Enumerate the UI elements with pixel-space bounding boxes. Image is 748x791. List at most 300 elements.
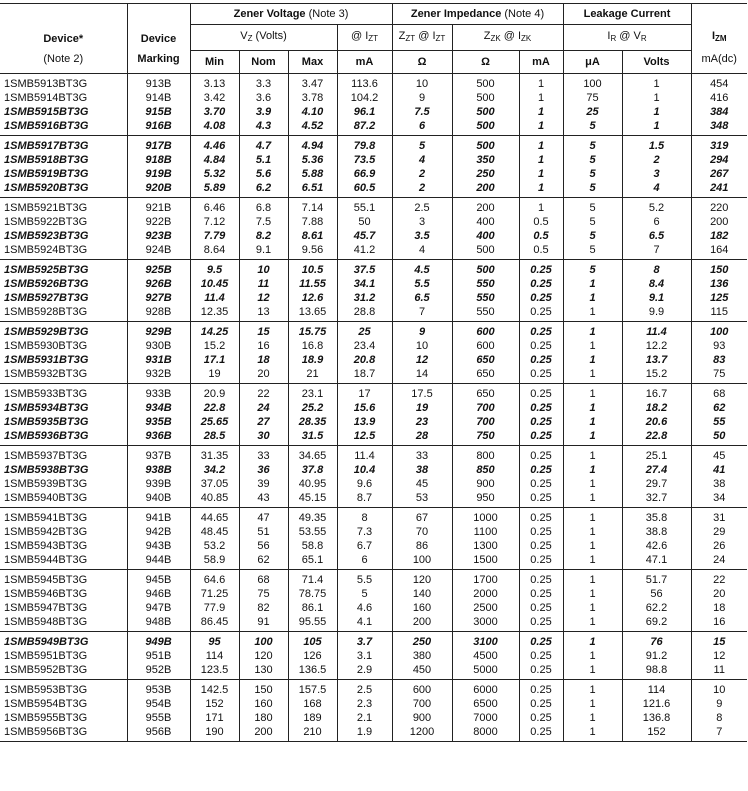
marking-cell: 918B — [127, 153, 190, 167]
table-row — [0, 649, 747, 663]
zzt-cell: 70 — [392, 525, 452, 539]
izk-cell: 0.25 — [519, 539, 563, 553]
vz-nom-cell: 27 — [239, 415, 288, 429]
vr-cell: 18.2 — [622, 401, 691, 415]
vz-nom-cell: 6.2 — [239, 181, 288, 198]
izm-cell: 75 — [691, 367, 747, 384]
vz-nom-cell: 43 — [239, 491, 288, 508]
vz-min-cell: 71.25 — [190, 587, 239, 601]
ir-cell: 5 — [563, 215, 622, 229]
marking-cell: 932B — [127, 367, 190, 384]
vz-min-cell: 44.65 — [190, 508, 239, 526]
vz-max-cell: 8.61 — [288, 229, 337, 243]
table-row — [0, 615, 747, 632]
izk-cell: 0.25 — [519, 339, 563, 353]
izt-unit-header: mA — [337, 51, 392, 74]
ir-cell: 5 — [563, 181, 622, 198]
izk-cell: 0.25 — [519, 353, 563, 367]
izt-cell: 73.5 — [337, 153, 392, 167]
ir-cell: 1 — [563, 649, 622, 663]
device-cell: 1SMB5931BT3G — [0, 353, 127, 367]
marking-cell: 931B — [127, 353, 190, 367]
max-unit-header: Max — [288, 51, 337, 74]
izk-cell: 0.25 — [519, 384, 563, 402]
vz-min-cell: 86.45 — [190, 615, 239, 632]
izk-cell: 0.25 — [519, 508, 563, 526]
zzt-cell: 53 — [392, 491, 452, 508]
zzt-cell: 700 — [392, 697, 452, 711]
ir-cell: 5 — [563, 136, 622, 154]
vz-unit: (Volts) — [252, 30, 287, 42]
zzk-cell: 600 — [452, 339, 519, 353]
izt-cell: 60.5 — [337, 181, 392, 198]
vz-subscript: Z — [247, 34, 253, 43]
device-cell: 1SMB5952BT3G — [0, 663, 127, 680]
vz-max-cell: 25.2 — [288, 401, 337, 415]
izt-cell: 18.7 — [337, 367, 392, 384]
izm-cell: 164 — [691, 243, 747, 260]
table-row — [0, 153, 747, 167]
izm-column-header — [691, 4, 747, 74]
device-cell: 1SMB5946BT3G — [0, 587, 127, 601]
izk-cell: 0.25 — [519, 401, 563, 415]
vz-nom-cell: 22 — [239, 384, 288, 402]
vz-nom-cell: 16 — [239, 339, 288, 353]
zzt-cell: 7.5 — [392, 105, 452, 119]
zzt-at: @ I — [415, 30, 436, 42]
zzk-cell: 1700 — [452, 570, 519, 588]
izt-cell: 9.6 — [337, 477, 392, 491]
table-row — [0, 725, 747, 742]
ir-cell: 1 — [563, 415, 622, 429]
izm-cell: 10 — [691, 680, 747, 698]
vz-min-cell: 4.46 — [190, 136, 239, 154]
marking-cell: 943B — [127, 539, 190, 553]
vz-min-cell: 53.2 — [190, 539, 239, 553]
device-cell: 1SMB5919BT3G — [0, 167, 127, 181]
izm-cell: 26 — [691, 539, 747, 553]
vz-nom-cell: 200 — [239, 725, 288, 742]
vz-min-cell: 58.9 — [190, 553, 239, 570]
zzk-cell: 550 — [452, 305, 519, 322]
zzk-cell: 650 — [452, 353, 519, 367]
izk-cell: 0.25 — [519, 415, 563, 429]
device-cell: 1SMB5914BT3G — [0, 91, 127, 105]
zzk-cell: 400 — [452, 215, 519, 229]
table-row — [0, 587, 747, 601]
izt-cell: 7.3 — [337, 525, 392, 539]
izm-cell: 454 — [691, 74, 747, 92]
izm-cell: 15 — [691, 632, 747, 650]
vz-nom-cell: 5.6 — [239, 167, 288, 181]
izt-cell: 87.2 — [337, 119, 392, 136]
zzt-cell: 14 — [392, 367, 452, 384]
vz-nom-cell: 91 — [239, 615, 288, 632]
marking-cell: 913B — [127, 74, 190, 92]
table-row — [0, 119, 747, 136]
zzt-cell: 3 — [392, 215, 452, 229]
izt-cell: 50 — [337, 215, 392, 229]
izk-cell: 0.25 — [519, 711, 563, 725]
ir-cell: 5 — [563, 119, 622, 136]
izt-cell: 15.6 — [337, 401, 392, 415]
table-row — [0, 91, 747, 105]
zzt-cell: 10 — [392, 339, 452, 353]
ir-at-subscript: R — [640, 34, 647, 43]
izm-cell: 34 — [691, 491, 747, 508]
marking-cell: 949B — [127, 632, 190, 650]
table-row — [0, 136, 747, 154]
zzk-cell: 200 — [452, 198, 519, 216]
device-cell: 1SMB5949BT3G — [0, 632, 127, 650]
marking-cell: 922B — [127, 215, 190, 229]
marking-header-line1: Device — [140, 33, 177, 45]
vz-min-cell: 3.42 — [190, 91, 239, 105]
izt-cell: 12.5 — [337, 429, 392, 446]
table-row — [0, 339, 747, 353]
izt-cell: 1.9 — [337, 725, 392, 742]
vz-min-cell: 14.25 — [190, 322, 239, 340]
izt-cell: 28.8 — [337, 305, 392, 322]
table-row — [0, 215, 747, 229]
vz-nom-cell: 8.2 — [239, 229, 288, 243]
zzk-cell: 1100 — [452, 525, 519, 539]
izt-cell: 41.2 — [337, 243, 392, 260]
zzk-cell: 650 — [452, 367, 519, 384]
izm-cell: 348 — [691, 119, 747, 136]
table-row — [0, 305, 747, 322]
zzt-cell: 17.5 — [392, 384, 452, 402]
vr-cell: 1.5 — [622, 136, 691, 154]
izk-cell: 1 — [519, 198, 563, 216]
zzt-cell: 4 — [392, 153, 452, 167]
device-cell: 1SMB5954BT3G — [0, 697, 127, 711]
device-cell: 1SMB5925BT3G — [0, 260, 127, 278]
zzk-cell: 3100 — [452, 632, 519, 650]
device-column-header — [0, 4, 127, 74]
marking-cell: 951B — [127, 649, 190, 663]
ir-cell: 1 — [563, 429, 622, 446]
ir-cell: 5 — [563, 153, 622, 167]
marking-cell: 940B — [127, 491, 190, 508]
izk-cell: 0.25 — [519, 477, 563, 491]
marking-cell: 946B — [127, 587, 190, 601]
izm-cell: 7 — [691, 725, 747, 742]
vz-nom-cell: 47 — [239, 508, 288, 526]
izk-cell: 0.25 — [519, 491, 563, 508]
vz-min-cell: 48.45 — [190, 525, 239, 539]
izm-cell: 55 — [691, 415, 747, 429]
marking-cell: 914B — [127, 91, 190, 105]
vz-max-cell: 15.75 — [288, 322, 337, 340]
vz-nom-cell: 7.5 — [239, 215, 288, 229]
izm-cell: 62 — [691, 401, 747, 415]
zzt-cell: 4.5 — [392, 260, 452, 278]
izk-cell: 1 — [519, 136, 563, 154]
device-cell: 1SMB5953BT3G — [0, 680, 127, 698]
ir-cell: 1 — [563, 539, 622, 553]
vr-cell: 6 — [622, 215, 691, 229]
izm-cell: 31 — [691, 508, 747, 526]
izk-cell: 0.25 — [519, 525, 563, 539]
vz-min-cell: 34.2 — [190, 463, 239, 477]
vz-nom-cell: 24 — [239, 401, 288, 415]
vz-min-cell: 12.35 — [190, 305, 239, 322]
zzt-cell: 23 — [392, 415, 452, 429]
izt-cell: 8 — [337, 508, 392, 526]
zzt-cell: 1200 — [392, 725, 452, 742]
vz-max-cell: 3.78 — [288, 91, 337, 105]
izt-cell: 3.1 — [337, 649, 392, 663]
vr-cell: 9.9 — [622, 305, 691, 322]
izk-cell: 0.25 — [519, 725, 563, 742]
vr-cell: 136.8 — [622, 711, 691, 725]
zzt-cell: 67 — [392, 508, 452, 526]
table-row — [0, 601, 747, 615]
ir-cell: 1 — [563, 353, 622, 367]
vz-nom-cell: 5.1 — [239, 153, 288, 167]
marking-cell: 947B — [127, 601, 190, 615]
zzt-cell: 2.5 — [392, 198, 452, 216]
zzt-cell: 19 — [392, 401, 452, 415]
izm-cell: 93 — [691, 339, 747, 353]
vz-nom-cell: 130 — [239, 663, 288, 680]
vz-nom-cell: 180 — [239, 711, 288, 725]
vz-min-cell: 4.84 — [190, 153, 239, 167]
marking-cell: 955B — [127, 711, 190, 725]
table-row — [0, 477, 747, 491]
ir-cell: 1 — [563, 570, 622, 588]
izm-cell: 12 — [691, 649, 747, 663]
marking-cell: 928B — [127, 305, 190, 322]
ir-cell: 25 — [563, 105, 622, 119]
zzk-at-subscript: ZK — [521, 34, 532, 43]
vz-nom-cell: 62 — [239, 553, 288, 570]
device-cell: 1SMB5943BT3G — [0, 539, 127, 553]
vz-max-cell: 5.88 — [288, 167, 337, 181]
vr-cell: 47.1 — [622, 553, 691, 570]
ir-cell: 1 — [563, 525, 622, 539]
marking-cell: 916B — [127, 119, 190, 136]
vz-min-cell: 64.6 — [190, 570, 239, 588]
device-cell: 1SMB5920BT3G — [0, 181, 127, 198]
izk-cell: 0.5 — [519, 215, 563, 229]
vz-min-cell: 22.8 — [190, 401, 239, 415]
izk-cell: 0.5 — [519, 229, 563, 243]
vr-cell: 15.2 — [622, 367, 691, 384]
izk-cell: 0.25 — [519, 615, 563, 632]
device-cell: 1SMB5913BT3G — [0, 74, 127, 92]
marking-column-header — [127, 4, 190, 74]
vz-max-cell: 78.75 — [288, 587, 337, 601]
vz-max-cell: 34.65 — [288, 446, 337, 464]
izk-cell: 0.25 — [519, 367, 563, 384]
device-header-note: (Note 2) — [43, 53, 84, 65]
marking-cell: 925B — [127, 260, 190, 278]
marking-cell: 953B — [127, 680, 190, 698]
izt-cell: 37.5 — [337, 260, 392, 278]
izk-cell: 0.25 — [519, 260, 563, 278]
vr-cell: 51.7 — [622, 570, 691, 588]
izm-cell: 20 — [691, 587, 747, 601]
zzk-cell: 500 — [452, 105, 519, 119]
device-cell: 1SMB5927BT3G — [0, 291, 127, 305]
leakage-current-label: Leakage Current — [583, 8, 671, 20]
vz-min-cell: 25.65 — [190, 415, 239, 429]
zzk-cell: 950 — [452, 491, 519, 508]
zzk-cell: 500 — [452, 243, 519, 260]
zzt-subscript: ZT — [405, 34, 416, 43]
izm-cell: 16 — [691, 615, 747, 632]
vz-nom-cell: 82 — [239, 601, 288, 615]
vz-nom-cell: 4.3 — [239, 119, 288, 136]
device-cell: 1SMB5932BT3G — [0, 367, 127, 384]
at-izt-header — [337, 25, 392, 51]
zzt-at-subscript: ZT — [435, 34, 446, 43]
marking-cell: 937B — [127, 446, 190, 464]
vz-min-cell: 20.9 — [190, 384, 239, 402]
vr-cell: 62.2 — [622, 601, 691, 615]
marking-cell: 919B — [127, 167, 190, 181]
vz-max-cell: 4.94 — [288, 136, 337, 154]
vz-max-cell: 9.56 — [288, 243, 337, 260]
ir-cell: 1 — [563, 553, 622, 570]
table-row — [0, 401, 747, 415]
zzk-cell: 550 — [452, 277, 519, 291]
vr-cell: 42.6 — [622, 539, 691, 553]
vz-max-cell: 45.15 — [288, 491, 337, 508]
izm-cell: 115 — [691, 305, 747, 322]
device-cell: 1SMB5921BT3G — [0, 198, 127, 216]
izm-symbol: I — [711, 30, 715, 42]
marking-cell: 924B — [127, 243, 190, 260]
izk-cell: 0.25 — [519, 680, 563, 698]
marking-cell: 921B — [127, 198, 190, 216]
zzk-symbol: Z — [483, 30, 491, 42]
zzt-cell: 2 — [392, 181, 452, 198]
vz-max-cell: 95.55 — [288, 615, 337, 632]
vr-cell: 91.2 — [622, 649, 691, 663]
vr-cell: 29.7 — [622, 477, 691, 491]
device-cell: 1SMB5922BT3G — [0, 215, 127, 229]
device-cell: 1SMB5955BT3G — [0, 711, 127, 725]
vz-max-cell: 3.47 — [288, 74, 337, 92]
device-cell: 1SMB5938BT3G — [0, 463, 127, 477]
table-row — [0, 429, 747, 446]
table-row — [0, 525, 747, 539]
zzk-cell: 600 — [452, 322, 519, 340]
ir-unit-header: μA — [563, 51, 622, 74]
vz-max-cell: 7.14 — [288, 198, 337, 216]
marking-cell: 929B — [127, 322, 190, 340]
izk-cell: 0.25 — [519, 429, 563, 446]
zzt-cell: 120 — [392, 570, 452, 588]
marking-cell: 915B — [127, 105, 190, 119]
vr-cell: 6.5 — [622, 229, 691, 243]
izm-cell: 220 — [691, 198, 747, 216]
zzt-cell: 160 — [392, 601, 452, 615]
ir-cell: 1 — [563, 339, 622, 353]
izm-cell: 38 — [691, 477, 747, 491]
vr-cell: 27.4 — [622, 463, 691, 477]
marking-cell: 945B — [127, 570, 190, 588]
vz-nom-cell: 20 — [239, 367, 288, 384]
table-row — [0, 322, 747, 340]
ir-cell: 1 — [563, 491, 622, 508]
table-row — [0, 491, 747, 508]
izk-cell: 0.25 — [519, 446, 563, 464]
vz-min-cell: 37.05 — [190, 477, 239, 491]
zzk-header — [452, 25, 563, 51]
device-cell: 1SMB5939BT3G — [0, 477, 127, 491]
zzk-cell: 800 — [452, 446, 519, 464]
table-row — [0, 697, 747, 711]
izt-cell: 104.2 — [337, 91, 392, 105]
ir-symbol: I — [607, 30, 611, 42]
vz-min-cell: 123.5 — [190, 663, 239, 680]
marking-cell: 930B — [127, 339, 190, 353]
izt-cell: 17 — [337, 384, 392, 402]
vz-nom-cell: 3.3 — [239, 74, 288, 92]
vz-min-cell: 15.2 — [190, 339, 239, 353]
zzk-cell: 350 — [452, 153, 519, 167]
zzt-cell: 5.5 — [392, 277, 452, 291]
vz-max-cell: 4.10 — [288, 105, 337, 119]
vz-max-cell: 23.1 — [288, 384, 337, 402]
vz-max-cell: 13.65 — [288, 305, 337, 322]
marking-header-line2: Marking — [137, 53, 180, 65]
vr-cell: 2 — [622, 153, 691, 167]
zzk-cell: 6500 — [452, 697, 519, 711]
ir-cell: 1 — [563, 663, 622, 680]
izm-cell: 24 — [691, 553, 747, 570]
zzt-cell: 900 — [392, 711, 452, 725]
table-row — [0, 181, 747, 198]
vz-min-cell: 5.89 — [190, 181, 239, 198]
vr-cell: 8 — [622, 260, 691, 278]
zzk-at: @ I — [500, 30, 522, 42]
izk-cell: 1 — [519, 105, 563, 119]
zzk-cell: 400 — [452, 229, 519, 243]
izt-cell: 10.4 — [337, 463, 392, 477]
zener-voltage-label: Zener Voltage — [233, 8, 306, 20]
vz-min-cell: 142.5 — [190, 680, 239, 698]
izm-cell: 83 — [691, 353, 747, 367]
marking-cell: 948B — [127, 615, 190, 632]
izm-cell: 267 — [691, 167, 747, 181]
vr-cell: 13.7 — [622, 353, 691, 367]
at-izt-symbol: @ I — [350, 30, 369, 42]
vz-nom-cell: 36 — [239, 463, 288, 477]
vr-cell: 20.6 — [622, 415, 691, 429]
zzt-cell: 600 — [392, 680, 452, 698]
table-row — [0, 446, 747, 464]
vr-cell: 4 — [622, 181, 691, 198]
vz-min-cell: 9.5 — [190, 260, 239, 278]
zzt-cell: 380 — [392, 649, 452, 663]
vz-nom-cell: 100 — [239, 632, 288, 650]
izt-cell: 3.7 — [337, 632, 392, 650]
table-row — [0, 539, 747, 553]
vz-nom-cell: 150 — [239, 680, 288, 698]
zener-voltage-group-header — [190, 4, 392, 25]
device-cell: 1SMB5941BT3G — [0, 508, 127, 526]
table-row — [0, 291, 747, 305]
zzt-cell: 5 — [392, 136, 452, 154]
table-row — [0, 353, 747, 367]
table-row — [0, 384, 747, 402]
vz-nom-cell: 33 — [239, 446, 288, 464]
